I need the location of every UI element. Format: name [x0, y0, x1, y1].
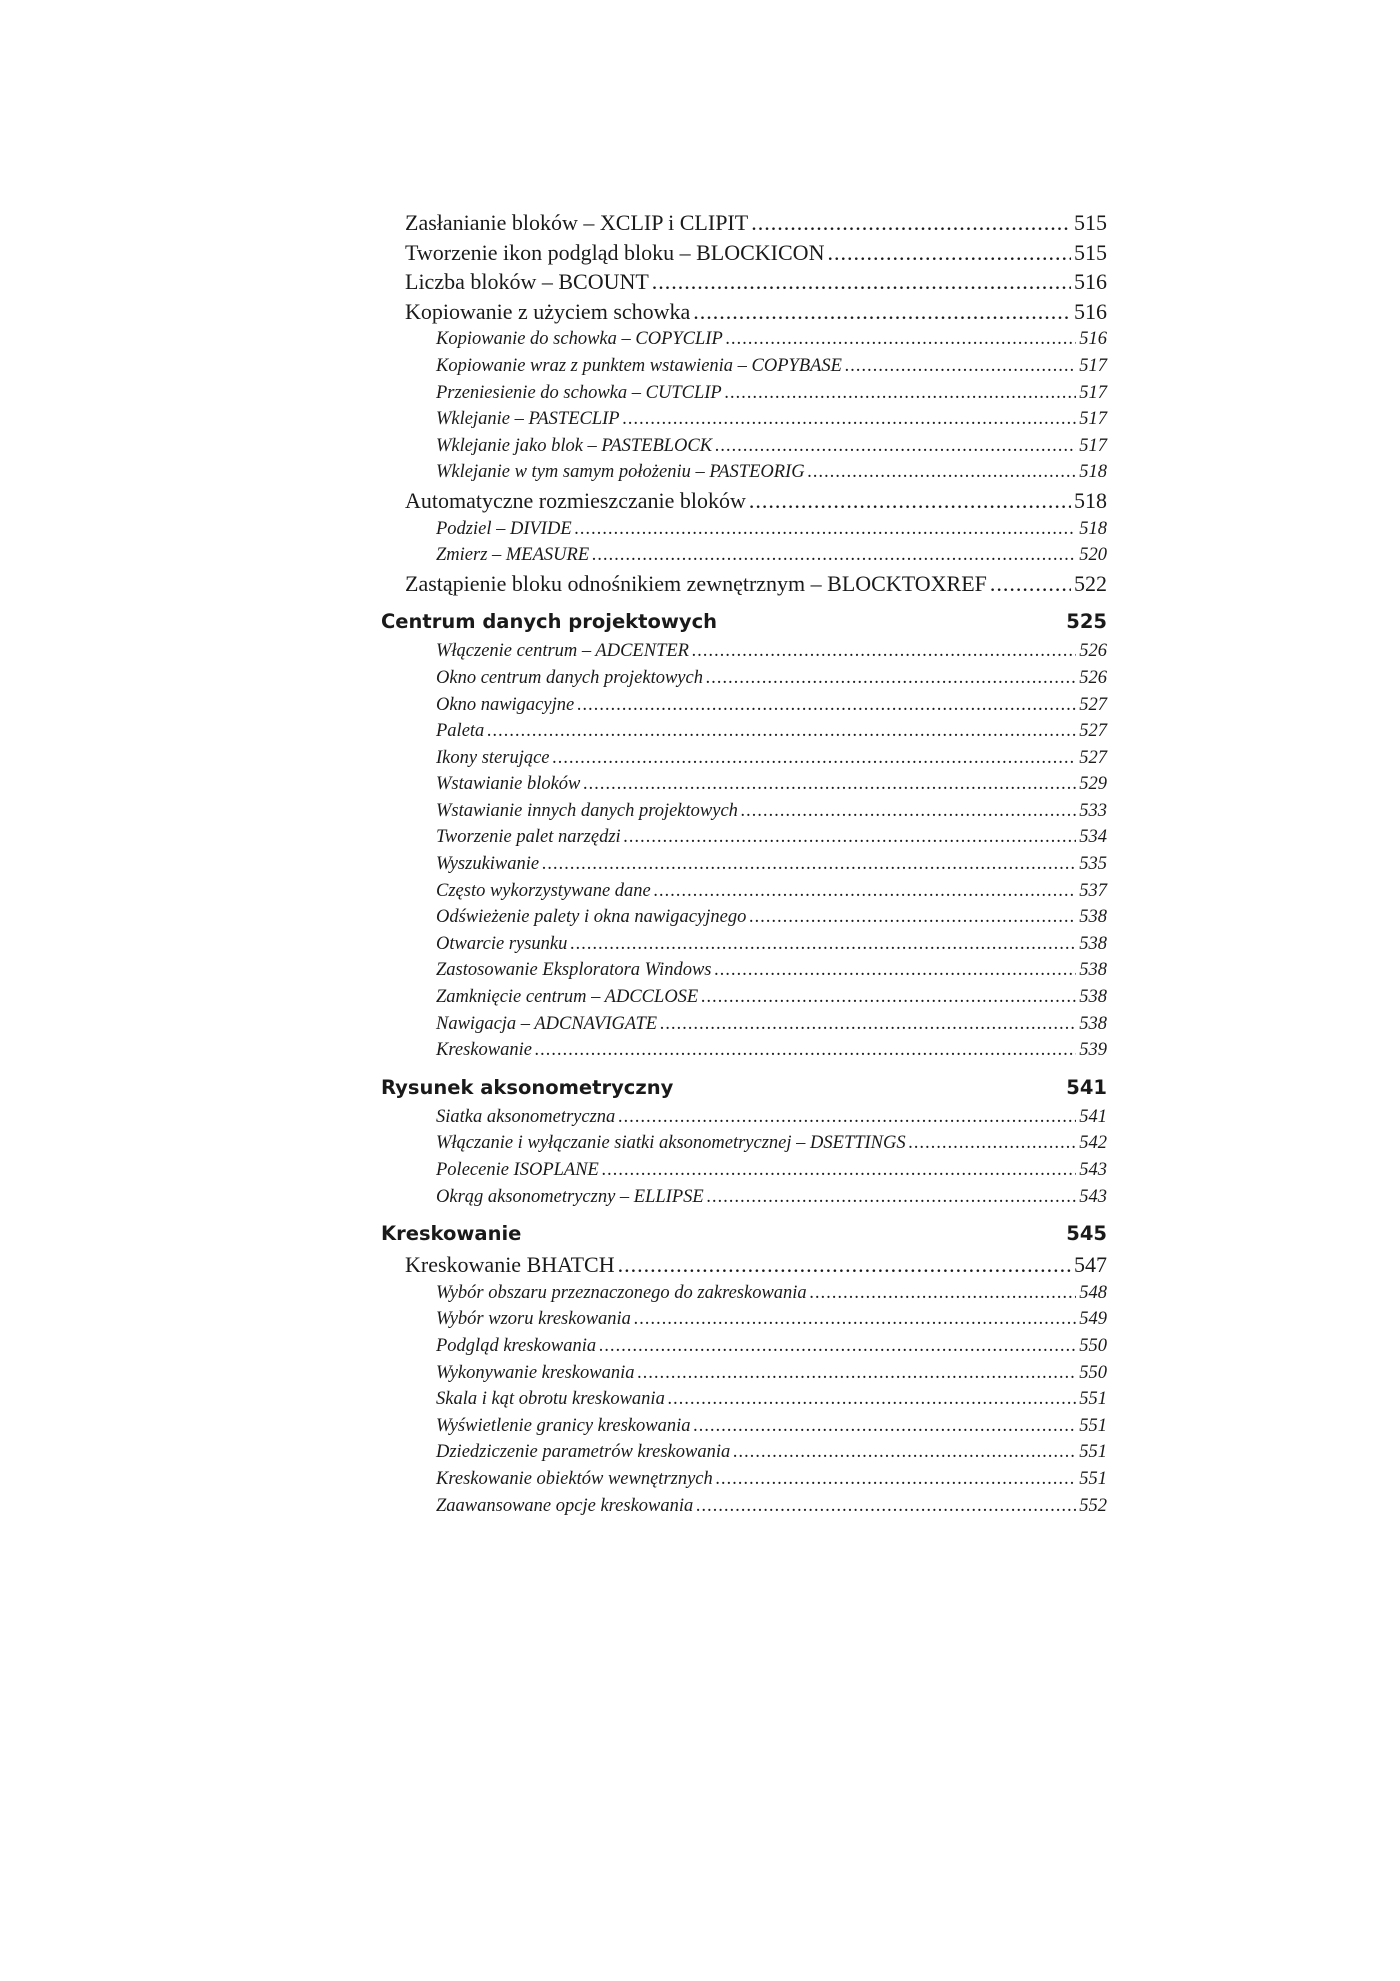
- dot-leader: [652, 267, 1071, 297]
- dot-leader: [692, 638, 1076, 665]
- chapter-title: Kreskowanie: [381, 1222, 522, 1246]
- dot-leader: [634, 1306, 1076, 1333]
- entry-title: Wklejanie w tym samym położeniu – PASTEORIG: [436, 462, 805, 483]
- entry-title: Zaawansowane opcje kreskowania: [436, 1495, 694, 1516]
- dot-leader: [725, 380, 1077, 407]
- toc-subsection-entry: [381, 1157, 1107, 1184]
- toc-subsection-entry: [381, 931, 1107, 958]
- entry-page-number: 520: [1079, 545, 1107, 566]
- toc-subsection-entry: [381, 380, 1107, 407]
- entry-page-number: 535: [1079, 854, 1107, 875]
- toc-section-entry: [381, 208, 1107, 238]
- entry-page-number: 516: [1079, 329, 1107, 350]
- entry-title: Kopiowanie do schowka – COPYCLIP: [436, 329, 723, 350]
- toc-section-entry: [381, 267, 1107, 297]
- entry-title: Wklejanie – PASTECLIP: [436, 409, 620, 430]
- toc-subsection-entry: [381, 718, 1107, 745]
- dot-leader: [741, 798, 1076, 825]
- entry-title: Włączenie centrum – ADCENTER: [436, 641, 689, 662]
- entry-title: Odświeżenie palety i okna nawigacyjnego: [436, 907, 747, 928]
- toc-subsection-entry: [381, 957, 1107, 984]
- entry-title: Zmierz – MEASURE: [436, 545, 590, 566]
- entry-title: Okno centrum danych projektowych: [436, 667, 703, 688]
- entry-page-number: 522: [1074, 570, 1107, 596]
- dot-leader: [696, 1493, 1076, 1520]
- entry-title: Wybór obszaru przeznaczonego do zakreskowania: [436, 1282, 807, 1303]
- entry-page-number: 527: [1079, 747, 1107, 768]
- toc-subsection-entry: [381, 459, 1107, 486]
- entry-page-number: 541: [1079, 1106, 1107, 1127]
- entry-title: Wstawianie innych danych projektowych: [436, 800, 738, 821]
- dot-leader: [623, 406, 1077, 433]
- dot-leader: [575, 516, 1077, 543]
- toc-subsection-entry: [381, 326, 1107, 353]
- toc-subsection-entry: [381, 1306, 1107, 1333]
- entry-title: Automatyczne rozmieszczanie bloków: [405, 487, 746, 513]
- toc-subsection-entry: [381, 904, 1107, 931]
- entry-page-number: 549: [1079, 1309, 1107, 1330]
- entry-page-number: 516: [1074, 298, 1107, 324]
- entry-title: Paleta: [436, 721, 485, 742]
- entry-page-number: 552: [1079, 1495, 1107, 1516]
- dot-leader: [602, 1157, 1076, 1184]
- entry-title: Liczba bloków – BCOUNT: [405, 269, 649, 295]
- entry-title: Wklejanie jako blok – PASTEBLOCK: [436, 435, 713, 456]
- toc-subsection-entry: [381, 1184, 1107, 1211]
- toc-subsection-entry: [381, 1011, 1107, 1038]
- entry-title: Kreskowanie BHATCH: [405, 1252, 615, 1278]
- toc-section-entry: [381, 1250, 1107, 1280]
- toc-section-entry: [381, 486, 1107, 516]
- toc-subsection-entry: [381, 1037, 1107, 1064]
- entry-title: Nawigacja – ADCNAVIGATE: [436, 1013, 658, 1034]
- dot-leader: [827, 238, 1071, 268]
- entry-title: Kreskowanie obiektów wewnętrznych: [436, 1468, 713, 1489]
- dot-leader: [716, 1466, 1076, 1493]
- toc-subsection-entry: [381, 878, 1107, 905]
- entry-title: Dziedziczenie parametrów kreskowania: [436, 1442, 731, 1463]
- toc-subsection-entry: [381, 516, 1107, 543]
- dot-leader: [599, 1333, 1076, 1360]
- dot-leader: [714, 957, 1076, 984]
- entry-page-number: 537: [1079, 880, 1107, 901]
- chapter-title: Rysunek aksonometryczny: [381, 1075, 674, 1099]
- toc-subsection-entry: [381, 1280, 1107, 1307]
- dot-leader: [749, 486, 1071, 516]
- entry-page-number: 527: [1079, 694, 1107, 715]
- entry-title: Zamknięcie centrum – ADCCLOSE: [436, 987, 699, 1008]
- entry-title: Kreskowanie: [436, 1040, 532, 1061]
- entry-page-number: 548: [1079, 1282, 1107, 1303]
- entry-title: Zastąpienie bloku odnośnikiem zewnętrznym – BLOCKTOXREF: [405, 570, 987, 596]
- entry-title: Przeniesienie do schowka – CUTCLIP: [436, 382, 722, 403]
- dot-leader: [749, 904, 1076, 931]
- entry-title: Podgląd kreskowania: [436, 1335, 597, 1356]
- toc-subsection-entry: [381, 433, 1107, 460]
- entry-title: Tworzenie palet narzędzi: [436, 827, 621, 848]
- toc-section-entry: [381, 569, 1107, 599]
- dot-leader: [618, 1104, 1076, 1131]
- chapter-page-number: 541: [1066, 1075, 1107, 1099]
- entry-page-number: 517: [1079, 355, 1107, 376]
- dot-leader: [707, 1184, 1077, 1211]
- entry-title: Skala i kąt obrotu kreskowania: [436, 1389, 665, 1410]
- entry-title: Otwarcie rysunku: [436, 933, 568, 954]
- entry-page-number: 517: [1079, 382, 1107, 403]
- dot-leader: [487, 718, 1076, 745]
- toc-subsection-entry: [381, 851, 1107, 878]
- dot-leader: [618, 1250, 1071, 1280]
- entry-title: Ikony sterujące: [436, 747, 550, 768]
- entry-page-number: 516: [1074, 269, 1107, 295]
- entry-page-number: 526: [1079, 641, 1107, 662]
- toc-subsection-entry: [381, 542, 1107, 569]
- dot-leader: [638, 1360, 1077, 1387]
- entry-title: Siatka aksonometryczna: [436, 1106, 616, 1127]
- chapter-title: Centrum danych projektowych: [381, 610, 718, 634]
- entry-page-number: 551: [1079, 1468, 1107, 1489]
- toc-subsection-entry: [381, 638, 1107, 665]
- entry-title: Wyszukiwanie: [436, 854, 540, 875]
- toc-subsection-entry: [381, 1130, 1107, 1157]
- toc-subsection-entry: [381, 824, 1107, 851]
- entry-page-number: 538: [1079, 1013, 1107, 1034]
- entry-page-number: 551: [1079, 1389, 1107, 1410]
- toc-subsection-entry: [381, 1439, 1107, 1466]
- dot-leader: [577, 692, 1076, 719]
- dot-leader: [542, 851, 1076, 878]
- dot-leader: [909, 1130, 1077, 1157]
- entry-title: Często wykorzystywane dane: [436, 880, 651, 901]
- entry-page-number: 517: [1079, 435, 1107, 456]
- entry-title: Zasłanianie bloków – XCLIP i CLIPIT: [405, 210, 749, 235]
- entry-title: Kopiowanie z użyciem schowka: [405, 298, 691, 324]
- table-of-contents: [381, 208, 1107, 1519]
- entry-page-number: 526: [1079, 667, 1107, 688]
- toc-subsection-entry: [381, 771, 1107, 798]
- dot-leader: [706, 665, 1076, 692]
- entry-page-number: 550: [1079, 1335, 1107, 1356]
- entry-page-number: 547: [1074, 1252, 1107, 1278]
- dot-leader: [583, 771, 1076, 798]
- dot-leader: [592, 542, 1076, 569]
- dot-leader: [751, 208, 1071, 238]
- entry-page-number: 542: [1079, 1133, 1107, 1154]
- entry-page-number: 517: [1079, 409, 1107, 430]
- toc-subsection-entry: [381, 353, 1107, 380]
- toc-chapter-heading: [381, 1072, 1107, 1104]
- toc-chapter-heading: [381, 606, 1107, 638]
- entry-page-number: 515: [1074, 239, 1107, 265]
- entry-page-number: 538: [1079, 987, 1107, 1008]
- dot-leader: [654, 878, 1076, 905]
- dot-leader: [726, 326, 1076, 353]
- entry-page-number: 515: [1074, 210, 1107, 235]
- dot-leader: [668, 1386, 1076, 1413]
- entry-page-number: 529: [1079, 774, 1107, 795]
- toc-subsection-entry: [381, 745, 1107, 772]
- dot-leader: [660, 1011, 1076, 1038]
- toc-subsection-entry: [381, 406, 1107, 433]
- toc-chapter-heading: [381, 1218, 1107, 1250]
- dot-leader: [845, 353, 1076, 380]
- chapter-page-number: 525: [1066, 610, 1107, 634]
- entry-page-number: 534: [1079, 827, 1107, 848]
- entry-title: Włączanie i wyłączanie siatki aksonometrycznej – DSETTINGS: [436, 1133, 906, 1154]
- entry-title: Podziel – DIVIDE: [436, 518, 572, 539]
- toc-section-entry: [381, 238, 1107, 268]
- dot-leader: [733, 1439, 1076, 1466]
- toc-subsection-entry: [381, 1360, 1107, 1387]
- dot-leader: [701, 984, 1076, 1011]
- dot-leader: [715, 433, 1076, 460]
- dot-leader: [570, 931, 1076, 958]
- entry-page-number: 550: [1079, 1362, 1107, 1383]
- entry-title: Wybór wzoru kreskowania: [436, 1309, 631, 1330]
- toc-subsection-entry: [381, 1386, 1107, 1413]
- entry-page-number: 518: [1079, 462, 1107, 483]
- entry-page-number: 543: [1079, 1186, 1107, 1207]
- dot-leader: [535, 1037, 1076, 1064]
- entry-page-number: 518: [1079, 518, 1107, 539]
- entry-title: Okno nawigacyjne: [436, 694, 575, 715]
- dot-leader: [990, 569, 1071, 599]
- entry-title: Tworzenie ikon podgląd bloku – BLOCKICON: [405, 239, 825, 265]
- entry-title: Polecenie ISOPLANE: [436, 1160, 599, 1180]
- toc-subsection-entry: [381, 692, 1107, 719]
- entry-page-number: 527: [1079, 721, 1107, 742]
- entry-page-number: 518: [1074, 487, 1107, 513]
- toc-section-entry: [381, 297, 1107, 327]
- toc-subsection-entry: [381, 1104, 1107, 1131]
- entry-title: Wstawianie bloków: [436, 774, 581, 795]
- entry-title: Wykonywanie kreskowania: [436, 1362, 635, 1383]
- toc-subsection-entry: [381, 665, 1107, 692]
- dot-leader: [693, 297, 1071, 327]
- toc-subsection-entry: [381, 1333, 1107, 1360]
- entry-title: Wyświetlenie granicy kreskowania: [436, 1415, 691, 1436]
- entry-title: Kopiowanie wraz z punktem wstawienia – COPYBASE: [436, 355, 842, 376]
- toc-subsection-entry: [381, 1466, 1107, 1493]
- dot-leader: [810, 1280, 1077, 1307]
- toc-subsection-entry: [381, 1493, 1107, 1520]
- entry-page-number: 539: [1079, 1040, 1107, 1061]
- entry-page-number: 538: [1079, 907, 1107, 928]
- entry-page-number: 538: [1079, 960, 1107, 981]
- dot-leader: [808, 459, 1077, 486]
- entry-title: Zastosowanie Eksploratora Windows: [436, 960, 712, 981]
- dot-leader: [694, 1413, 1077, 1440]
- toc-subsection-entry: [381, 798, 1107, 825]
- dot-leader: [553, 745, 1077, 772]
- entry-page-number: 543: [1079, 1160, 1107, 1180]
- entry-page-number: 533: [1079, 800, 1107, 821]
- dot-leader: [624, 824, 1077, 851]
- entry-page-number: 551: [1079, 1442, 1107, 1463]
- entry-page-number: 551: [1079, 1415, 1107, 1436]
- chapter-page-number: 545: [1066, 1222, 1107, 1246]
- entry-page-number: 538: [1079, 933, 1107, 954]
- entry-title: Okrąg aksonometryczny – ELLIPSE: [436, 1186, 704, 1207]
- toc-subsection-entry: [381, 1413, 1107, 1440]
- toc-subsection-entry: [381, 984, 1107, 1011]
